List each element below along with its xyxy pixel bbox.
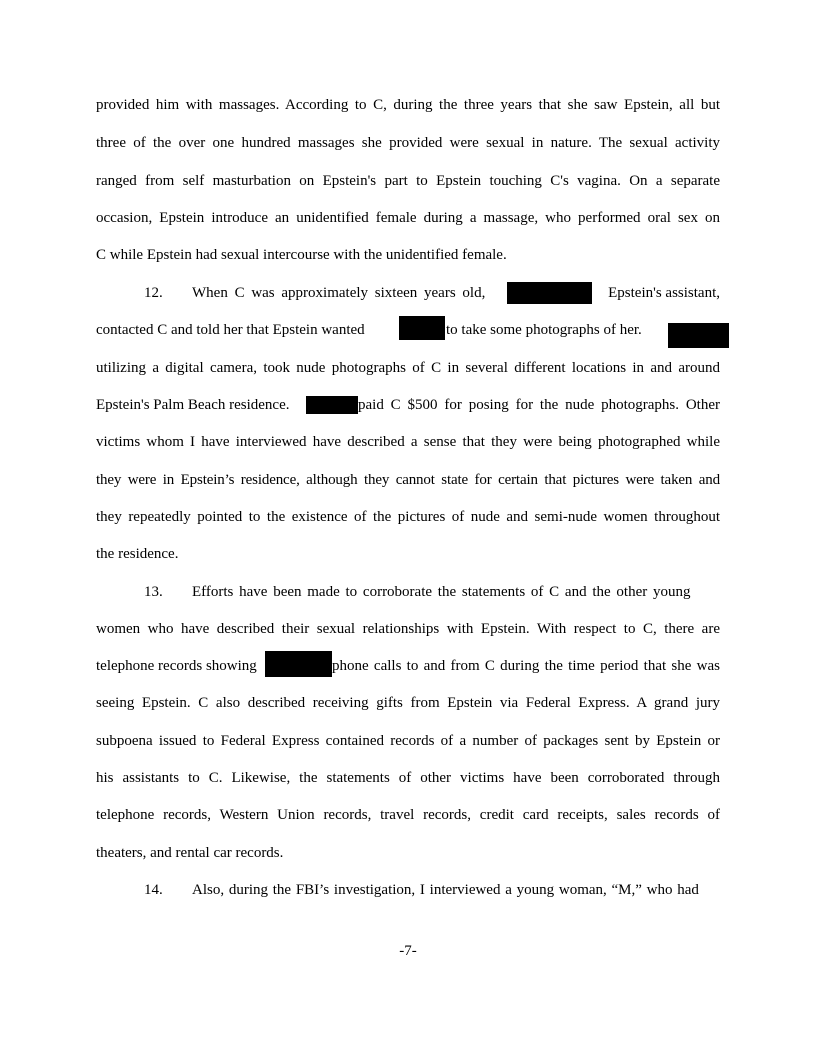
text-segment: When C was approximately sixteen years old,	[192, 285, 486, 301]
text-line: victims whom I have interviewed have described a sense that they were being photographed while	[96, 434, 720, 450]
text-segment: Epstein's Palm Beach residence.	[96, 397, 290, 413]
redaction-box	[399, 316, 445, 340]
paragraph-14-line-1	[144, 881, 720, 899]
page-number: -7-	[399, 943, 417, 959]
text-line: three of the over one hundred massages she provided were sexual in nature. The sexual activity	[96, 135, 720, 151]
text-line: occasion, Epstein introduce an unidentified female during a massage, who performed oral sex on	[96, 210, 720, 226]
text-line: telephone records, Western Union records, travel records, credit card receipts, sales records of	[96, 807, 720, 823]
paragraph-number: 12.	[144, 285, 163, 301]
text-line: subpoena issued to Federal Express contained records of a number of packages sent by Epstein or	[96, 733, 720, 749]
redaction-box	[507, 282, 592, 304]
text-line: theaters, and rental car records.	[96, 845, 284, 861]
text-segment: Epstein's assistant,	[608, 285, 720, 301]
text-line: his assistants to C. Likewise, the statements of other victims have been corroborated through	[96, 770, 720, 786]
text-line: seeing Epstein. C also described receiving gifts from Epstein via Federal Express. A grand jury	[96, 695, 720, 711]
text-segment: Efforts have been made to corroborate the statements of C and the other young	[192, 584, 691, 600]
text-line: ranged from self masturbation on Epstein's part to Epstein touching C's vagina. On a separate	[96, 173, 720, 189]
redaction-box	[668, 323, 729, 348]
redaction-box	[306, 396, 358, 414]
text-line: the residence.	[96, 546, 179, 562]
text-segment: paid C $500 for posing for the nude photographs. Other	[358, 397, 720, 413]
text-segment: contacted C and told her that Epstein wanted	[96, 322, 365, 338]
text-line: utilizing a digital camera, took nude photographs of C in several different locations in and around	[96, 360, 720, 376]
text-line: they repeatedly pointed to the existence of the pictures of nude and semi-nude women throughout	[96, 509, 720, 525]
text-segment: to take some photographs of her.	[446, 322, 642, 338]
text-line: C while Epstein had sexual intercourse with the unidentified female.	[96, 247, 507, 263]
paragraph-13-line-1	[144, 583, 720, 601]
text-segment: Also, during the FBI’s investigation, I interviewed a young woman, “M,” who had	[192, 882, 699, 898]
text-line: provided him with massages. According to C, during the three years that she saw Epstein, all but	[96, 97, 720, 113]
text-segment: telephone records showing	[96, 658, 257, 674]
text-segment: phone calls to and from C during the time period that she was	[332, 658, 720, 674]
paragraph-number: 13.	[144, 584, 163, 600]
paragraph-number: 14.	[144, 882, 163, 898]
text-line: women who have described their sexual relationships with Epstein. With respect to C, there are	[96, 621, 720, 637]
text-line: they were in Epstein’s residence, although they cannot state for certain that pictures were taken and	[96, 472, 720, 488]
redaction-box	[265, 651, 332, 677]
